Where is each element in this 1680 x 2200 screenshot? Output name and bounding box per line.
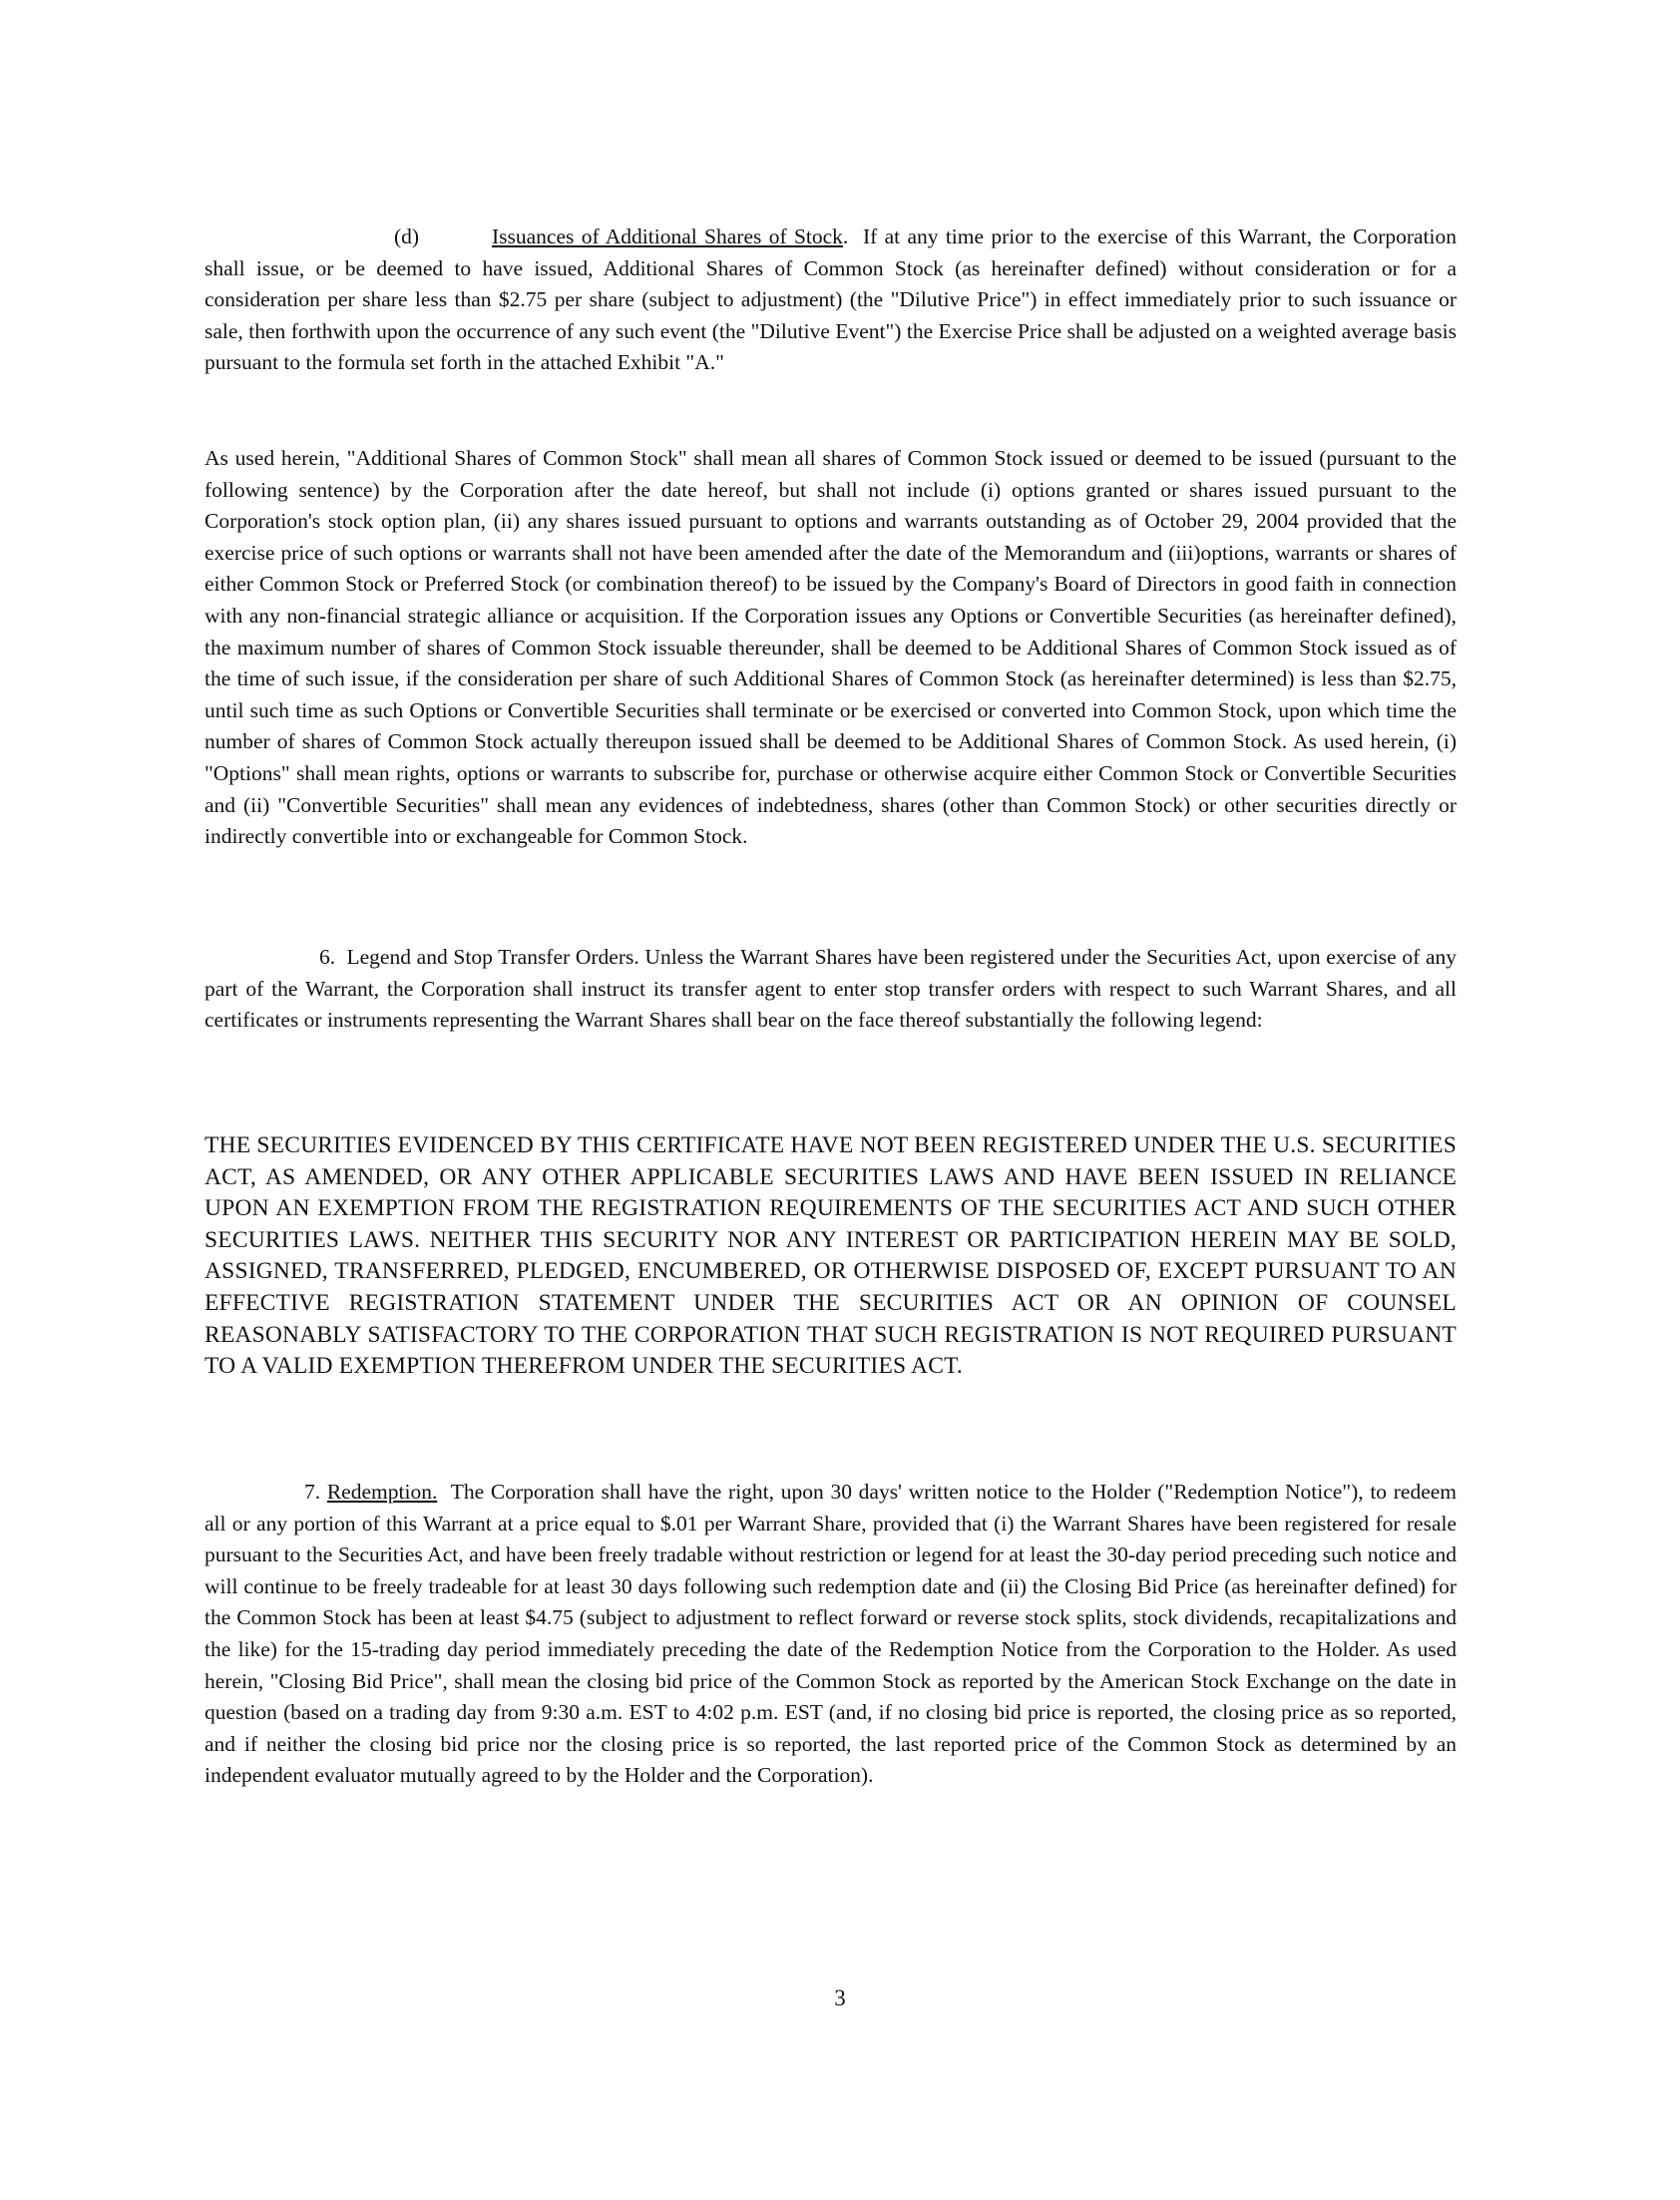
section-d-body: If at any time prior to the exercise of this Warrant, the Corporation shall issue, or be deemed to have issued, Additional Shares of Common Stock (as hereinafter defined) without consideration or for a consideration per share less than $2.75 per share (subject to adjustment) (the "Dilutive Price") in effect immediately prior to such issuance or sale, then forthwith upon the occurrence of any such event (the "Dilutive Event") the Exercise Price shall be adjusted on a weighted average basis pursuant to the formula set forth in the attached Exhibit "A." [205, 224, 1457, 375]
section-7-number: 7. [304, 1480, 321, 1504]
page-number: 3 [834, 1985, 846, 2010]
section-d-heading-period: . [842, 224, 849, 248]
section-6-body: Legend and Stop Transfer Orders. Unless the Warrant Shares have been registered under the Securities Act, upon exercise of any part of the Warrant, the Corporation shall instruct its transfer agent to enter stop transfer orders with respect to such Warrant Shares, and all certificates or instruments representing the Warrant Shares shall bear on the face thereof substantially the following legend: [205, 945, 1458, 1033]
section-6-paragraph [205, 942, 1457, 1037]
section-7-heading: Redemption. [326, 1480, 438, 1504]
section-d-number: (d) [394, 224, 420, 248]
restrictive-legend: THE SECURITIES EVIDENCED BY THIS CERTIFICATE HAVE NOT BEEN REGISTERED UNDER THE U.S. SECURITIES ACT, AS AMENDED, OR ANY OTHER APPLICABLE SECURITIES LAWS AND HAVE BEEN ISSUED IN RELIANCE UPON AN EXEMPTION FROM THE REGISTRATION REQUIREMENTS OF THE SECURITIES ACT AND SUCH OTHER SECURITIES LAWS. NEITHER THIS SECURITY NOR ANY INTEREST OR PARTICIPATION HEREIN MAY BE SOLD, ASSIGNED, TRANSFERRED, PLEDGED, ENCUMBERED, OR OTHERWISE DISPOSED OF, EXCEPT PURSUANT TO AN EFFECTIVE REGISTRATION STATEMENT UNDER THE SECURITIES ACT OR AN OPINION OF COUNSEL REASONABLY SATISFACTORY TO THE CORPORATION THAT SUCH REGISTRATION IS NOT REQUIRED PURSUANT TO A VALID EXEMPTION THEREFROM UNDER THE SECURITIES ACT. [205, 1132, 1457, 1380]
section-6-number: 6. [319, 945, 336, 969]
definitions-paragraph: As used herein, "Additional Shares of Common Stock" shall mean all shares of Common Stock issued or deemed to be issued (pursuant to the following sentence) by the Corporation after the date hereof, but shall not include (i) options granted or shares issued pursuant to the Corporation's stock option plan, (ii) any shares issued pursuant to options and warrants outstanding as of October 29, 2004 provided that the exercise price of such options or warrants shall not have been amended after the date of the Memorandum and (iii)options, warrants or shares of either Common Stock or Preferred Stock (or combination thereof) to be issued by the Company's Board of Directors in good faith in connection with any non-financial strategic alliance or acquisition. If the Corporation issues any Options or Convertible Securities (as hereinafter defined), the maximum number of shares of Common Stock issuable thereunder, shall be deemed to be Additional Shares of Common Stock issued as of the time of such issue, if the consideration per share of such Additional Shares of Common Stock (as hereinafter determined) is less than $2.75, until such time as such Options or Convertible Securities shall terminate or be exercised or converted into Common Stock, upon which time the number of shares of Common Stock actually thereupon issued shall be deemed to be Additional Shares of Common Stock. As used herein, (i) "Options" shall mean rights, options or warrants to subscribe for, purchase or otherwise acquire either Common Stock or Convertible Securities and (ii) "Convertible Securities" shall mean any evidences of indebtedness, shares (other than Common Stock) or other securities directly or indirectly convertible into or exchangeable for Common Stock. [205, 446, 1457, 849]
section-7-body: The Corporation shall have the right, upon 30 days' written notice to the Holder ("Redemption Notice"), to redeem all or any portion of this Warrant at a price equal to $.01 per Warrant Share, provided that (i) the Warrant Shares have been registered for resale pursuant to the Securities Act, and have been freely tradable without restriction or legend for at least the 30-day period preceding such notice and will continue to be freely tradeable for at least 30 days following such redemption date and (ii) the Closing Bid Price (as hereinafter defined) for the Common Stock has been at least $4.75 (subject to adjustment to reflect forward or reverse stock splits, stock dividends, recapitalizations and the like) for the 15-trading day period immediately preceding the date of the Redemption Notice from the Corporation to the Holder. As used herein, "Closing Bid Price", shall mean the closing bid price of the Common Stock as reported by the American Stock Exchange on the date in question (based on a trading day from 9:30 a.m. EST to 4:02 p.m. EST (and, if no closing bid price is reported, the closing price as so reported, and if neither the closing bid price nor the closing price is so reported, the last reported price of the Common Stock as determined by an independent evaluator mutually agreed to by the Holder and the Corporation). [205, 1480, 1458, 1788]
section-d-paragraph [205, 221, 1457, 379]
section-d-heading: Issuances of Additional Shares of Stock [492, 224, 843, 248]
section-7-paragraph [205, 1477, 1457, 1792]
